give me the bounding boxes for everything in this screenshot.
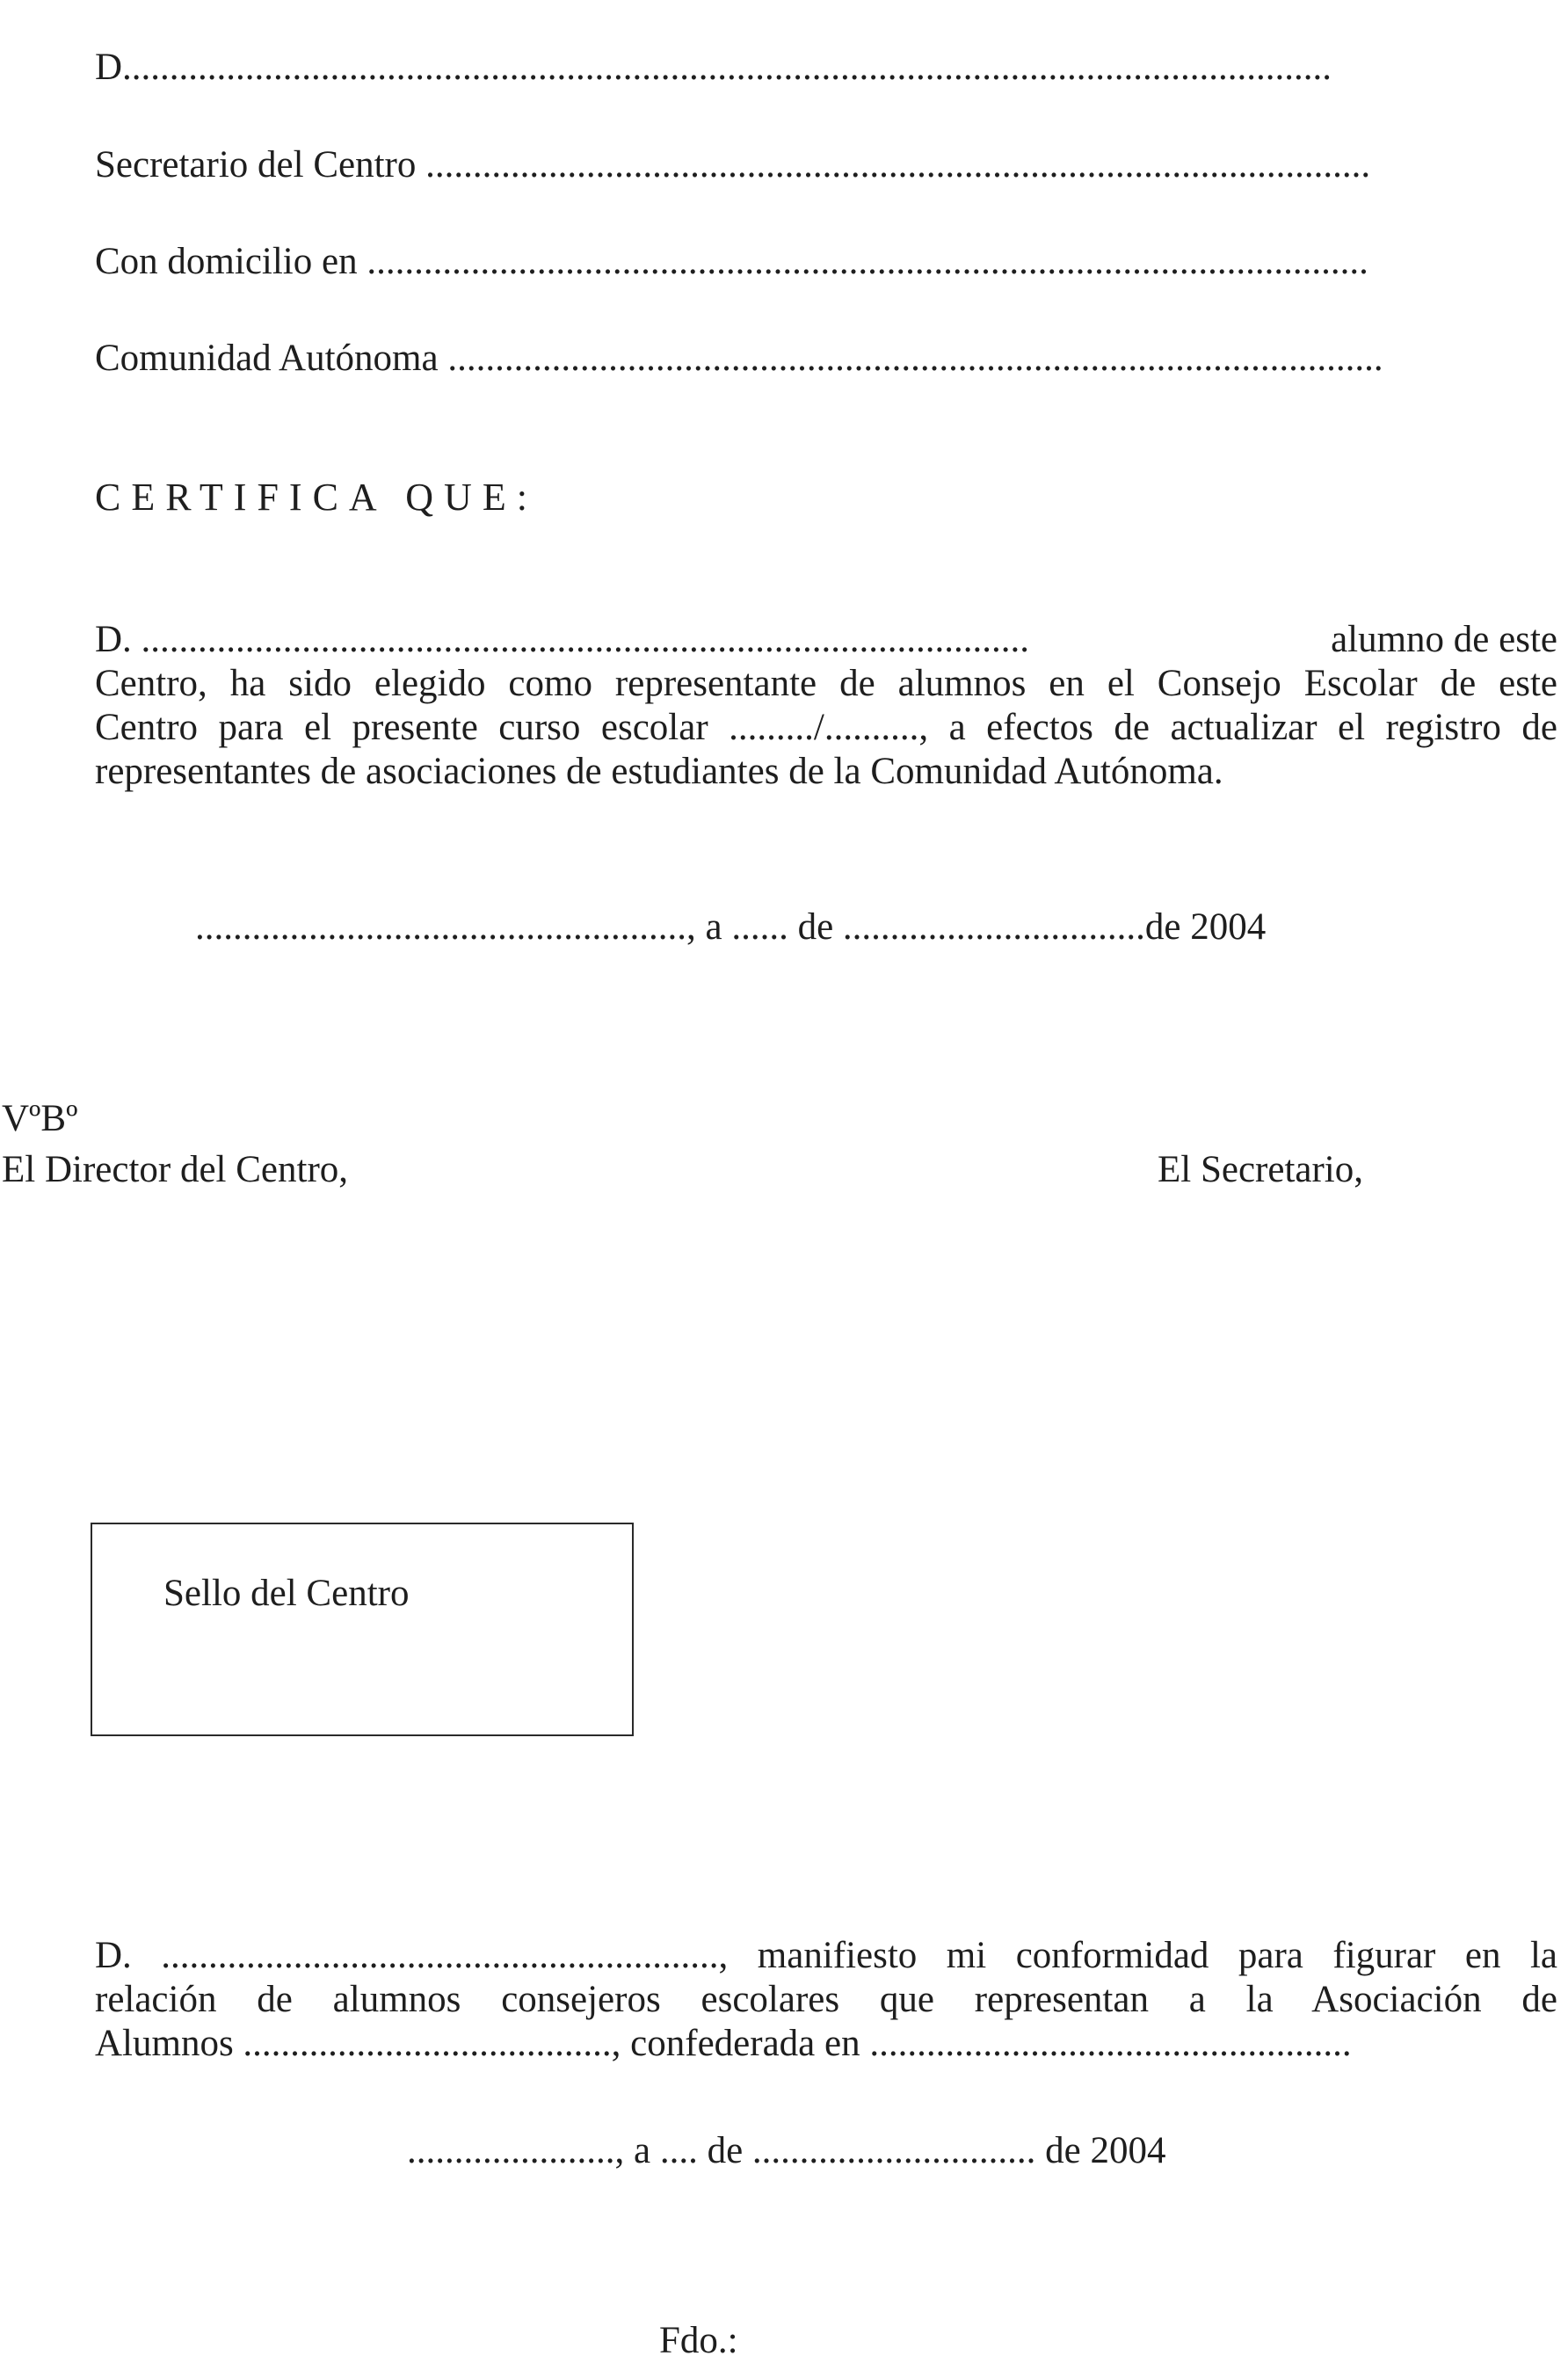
region-field-line: Comunidad Autónoma ................................................................................................... <box>95 338 1383 379</box>
secretary-signature-label: El Secretario, <box>1158 1149 1364 1190</box>
certificate-row-4: representantes de asociaciones de estudiantes de la Comunidad Autónoma. <box>95 751 1223 792</box>
approval-mark: VºBº <box>2 1098 78 1139</box>
student-name-field: D. .............................................................................................. <box>95 619 1030 660</box>
consent-row-3: Alumnos ......................................., confederada en ................................................... <box>95 2023 1352 2064</box>
address-field-line: Con domicilio en .......................................................................................................... <box>95 241 1368 282</box>
stamp-label: Sello del Centro <box>163 1573 410 1614</box>
certificate-row-2: Centro, ha sido elegido como representante de alumnos en el Consejo Escolar de este <box>95 663 1557 704</box>
signature-fdo-label: Fdo.: <box>659 2320 738 2361</box>
consent-paragraph <box>95 1934 1557 2066</box>
certificate-row-1 <box>95 618 1557 662</box>
director-signature-label: El Director del Centro, <box>2 1149 349 1190</box>
secretary-field-line: Secretario del Centro .................................................................................................... <box>95 144 1371 185</box>
place-date-line-1: ...................................................., a ...... de ................................de 2004 <box>195 906 1267 948</box>
place-date-line-2: ......................, a .... de .............................. de 2004 <box>407 2130 1166 2171</box>
certificate-row-3: Centro para el presente curso escolar ........./.........., a efectos de actualizar el registro de <box>95 707 1557 748</box>
consent-row-2: relación de alumnos consejeros escolares que representan a la Asociación de <box>95 1979 1557 2020</box>
certificate-paragraph <box>95 618 1557 794</box>
consent-row-1: D. ..........................................................., manifiesto mi conformidad para figurar en la <box>95 1935 1557 1976</box>
name-field-line: D................................................................................................................................ <box>95 47 1332 88</box>
student-role-text: alumno de este <box>1331 619 1557 660</box>
certifica-heading: CERTIFICA QUE: <box>95 476 538 519</box>
stamp-box <box>91 1523 634 1736</box>
